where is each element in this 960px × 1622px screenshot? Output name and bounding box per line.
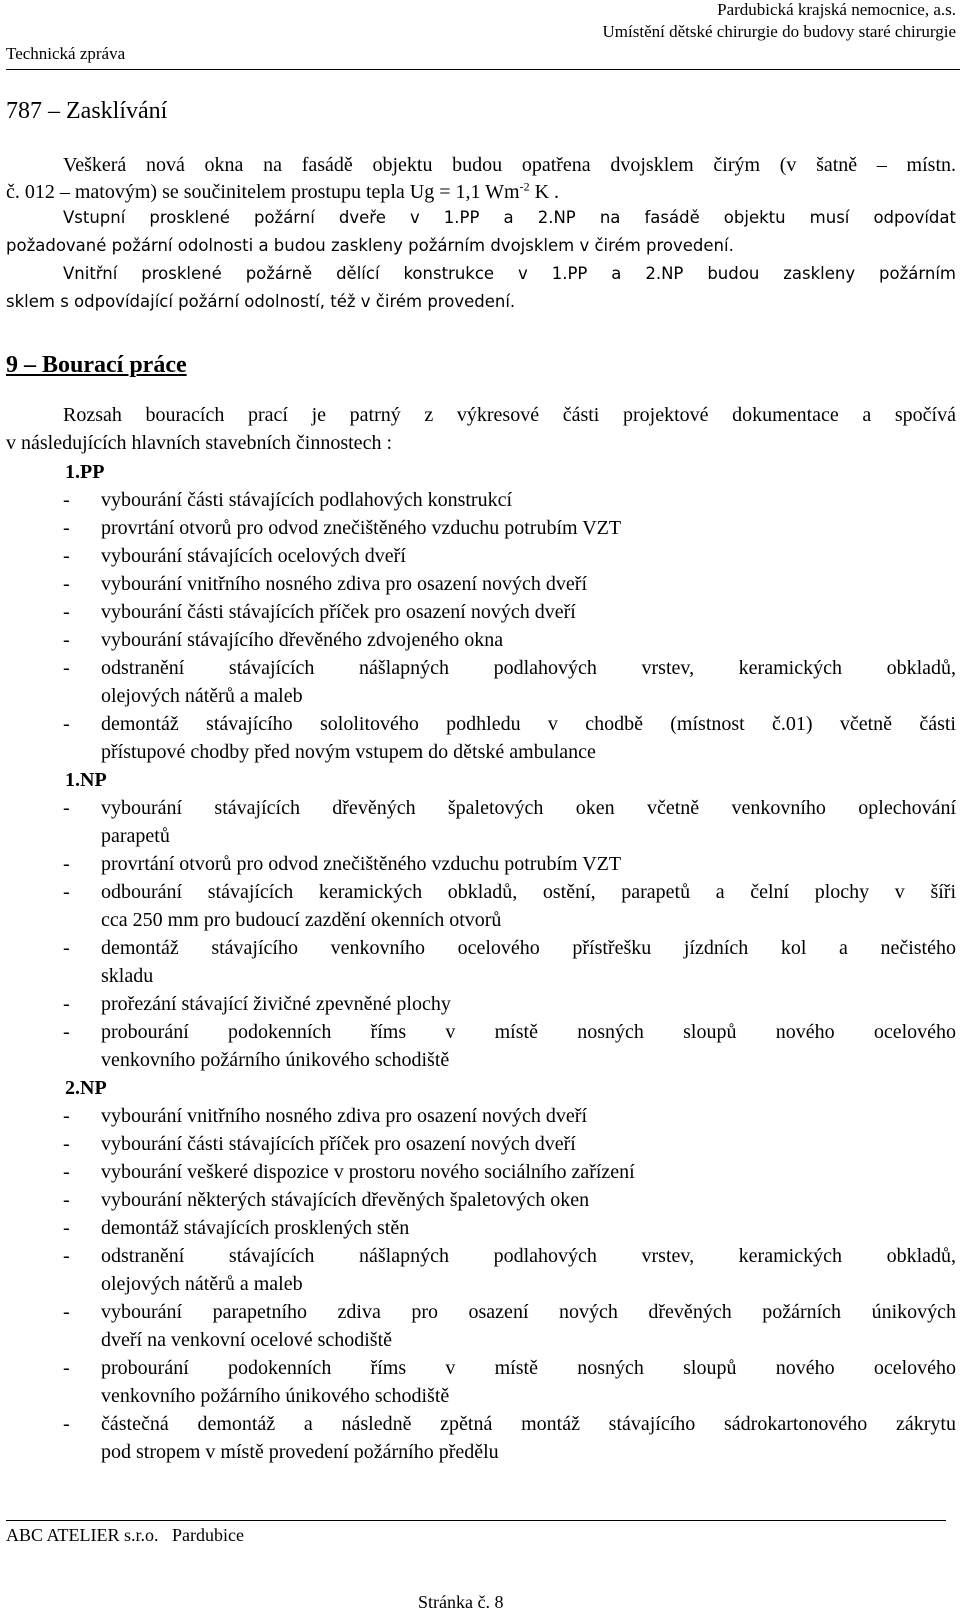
list-item-continuation: přístupové chodby před novým vstupem do dětské ambulance [101, 741, 596, 763]
list-bullet: - [63, 1105, 70, 1127]
list-bullet: - [63, 1133, 70, 1155]
list-bullet: - [63, 1021, 70, 1043]
list-bullet: - [63, 1413, 70, 1435]
list-bullet: - [63, 657, 70, 679]
footer-company: ABC ATELIER s.r.o. Pardubice [6, 1525, 244, 1545]
group-title-2np: 2.NP [65, 1077, 107, 1099]
list-item-continuation: venkovního požárního únikového schodiště [101, 1385, 450, 1407]
list-bullet: - [63, 797, 70, 819]
list-item: provrtání otvorů pro odvod znečištěného vzduchu potrubím VZT [101, 517, 622, 539]
list-bullet: - [63, 1301, 70, 1323]
list-bullet: - [63, 993, 70, 1015]
list-item: demontáž stávajících prosklených stěn [101, 1217, 410, 1239]
list-bullet: - [63, 545, 70, 567]
list-item: prořezání stávající živičné zpevněné plochy [101, 993, 451, 1015]
list-item: vybourání stávajících dřevěných špaletových oken včetně venkovního oplechování [101, 797, 956, 819]
list-bullet: - [63, 1357, 70, 1379]
list-item: vybourání části stávajících příček pro osazení nových dveří [101, 601, 576, 623]
header-rule [6, 69, 960, 70]
header-project-title: Umístění dětské chirurgie do budovy staré chirurgie [602, 22, 956, 41]
list-item: vybourání stávajících ocelových dveří [101, 545, 406, 567]
section-787-p3-line1: Vnitřní prosklené požárně dělící konstrukce v 1.PP a 2.NP budou zaskleny požárním [63, 264, 956, 283]
list-item: vybourání parapetního zdiva pro osazení nových dřevěných požárních únikových [101, 1301, 956, 1323]
group-title-1np: 1.NP [65, 769, 107, 791]
list-item-continuation: skladu [101, 965, 154, 987]
list-item-continuation: cca 250 mm pro budoucí zazdění okenních otvorů [101, 909, 502, 931]
list-bullet: - [63, 629, 70, 651]
section-787-heading: 787 – Zasklívání [6, 98, 168, 124]
list-bullet: - [63, 1161, 70, 1183]
section-787-p1-line1: Veškerá nová okna na fasádě objektu budou opatřena dvojsklem čirým (v šatně – místn. [63, 154, 956, 176]
list-bullet: - [63, 601, 70, 623]
list-item: vybourání stávajícího dřevěného zdvojeného okna [101, 629, 504, 651]
list-bullet: - [63, 1189, 70, 1211]
section-787-p1-line2: č. 012 – matovým) se součinitelem prostupu tepla Ug = 1,1 $Wm^{-2}$ K . [6, 179, 560, 203]
list-item-continuation: dveří na venkovní ocelové schodiště [101, 1329, 393, 1351]
section-787-p2-line2: požadované požární odolnosti a budou zaskleny požárním dvojsklem v čirém provedení. [6, 236, 734, 255]
list-item: provrtání otvorů pro odvod znečištěného vzduchu potrubím VZT [101, 853, 622, 875]
list-item-continuation: olejových nátěrů a maleb [101, 1273, 303, 1295]
list-bullet: - [63, 881, 70, 903]
section-9-intro-line1: Rozsah bouracích prací je patrný z výkresové části projektové dokumentace a spočívá [63, 404, 956, 426]
section-787-p3-line2: sklem s odpovídající požární odolností, též v čirém provedení. [6, 292, 516, 311]
list-item: vybourání veškeré dispozice v prostoru nového sociálního zařízení [101, 1161, 635, 1183]
list-item: vybourání některých stávajících dřevěných špaletových oken [101, 1189, 590, 1211]
header-organization: Pardubická krajská nemocnice, a.s. [717, 0, 956, 19]
list-bullet: - [63, 1217, 70, 1239]
section-787-p2-line1: Vstupní prosklené požární dveře v 1.PP a 2.NP na fasádě objektu musí odpovídat [63, 208, 956, 227]
list-item: demontáž stávajícího sololitového podhledu v chodbě (místnost č.01) včetně části [101, 713, 956, 735]
section-9-intro-line2: v následujících hlavních stavebních činnostech : [6, 432, 392, 454]
list-item: odstranění stávajících nášlapných podlahových vrstev, keramických obkladů, [101, 1245, 956, 1267]
footer-page-number: Stránka č. 8 [418, 1592, 504, 1612]
list-item: odstranění stávajících nášlapných podlahových vrstev, keramických obkladů, [101, 657, 956, 679]
list-bullet: - [63, 573, 70, 595]
list-bullet: - [63, 853, 70, 875]
list-item: probourání podokenních říms v místě nosných sloupů nového ocelového [101, 1021, 956, 1043]
section-9-heading: 9 – Bourací práce [6, 352, 187, 378]
list-bullet: - [63, 489, 70, 511]
group-title-1pp: 1.PP [65, 461, 105, 483]
list-bullet: - [63, 1245, 70, 1267]
list-item: částečná demontáž a následně zpětná montáž stávajícího sádrokartonového zákrytu [101, 1413, 956, 1435]
list-item: vybourání části stávajících příček pro osazení nových dveří [101, 1133, 576, 1155]
list-item: probourání podokenních říms v místě nosných sloupů nového ocelového [101, 1357, 956, 1379]
list-item-continuation: pod stropem v místě provedení požárního předělu [101, 1441, 499, 1463]
list-item: vybourání části stávajících podlahových konstrukcí [101, 489, 513, 511]
list-bullet: - [63, 517, 70, 539]
list-item: odbourání stávajících keramických obkladů, ostění, parapetů a čelní plochy v šíři [101, 881, 956, 903]
list-item: vybourání vnitřního nosného zdiva pro osazení nových dveří [101, 573, 587, 595]
header-document-type: Technická zpráva [6, 44, 126, 63]
list-item: vybourání vnitřního nosného zdiva pro osazení nových dveří [101, 1105, 587, 1127]
list-item: demontáž stávajícího venkovního ocelového přístřešku jízdních kol a nečistého [101, 937, 956, 959]
list-item-continuation: olejových nátěrů a maleb [101, 685, 303, 707]
footer-rule [6, 1520, 946, 1521]
list-bullet: - [63, 937, 70, 959]
list-item-continuation: venkovního požárního únikového schodiště [101, 1049, 450, 1071]
list-item-continuation: parapetů [101, 825, 170, 847]
list-bullet: - [63, 713, 70, 735]
